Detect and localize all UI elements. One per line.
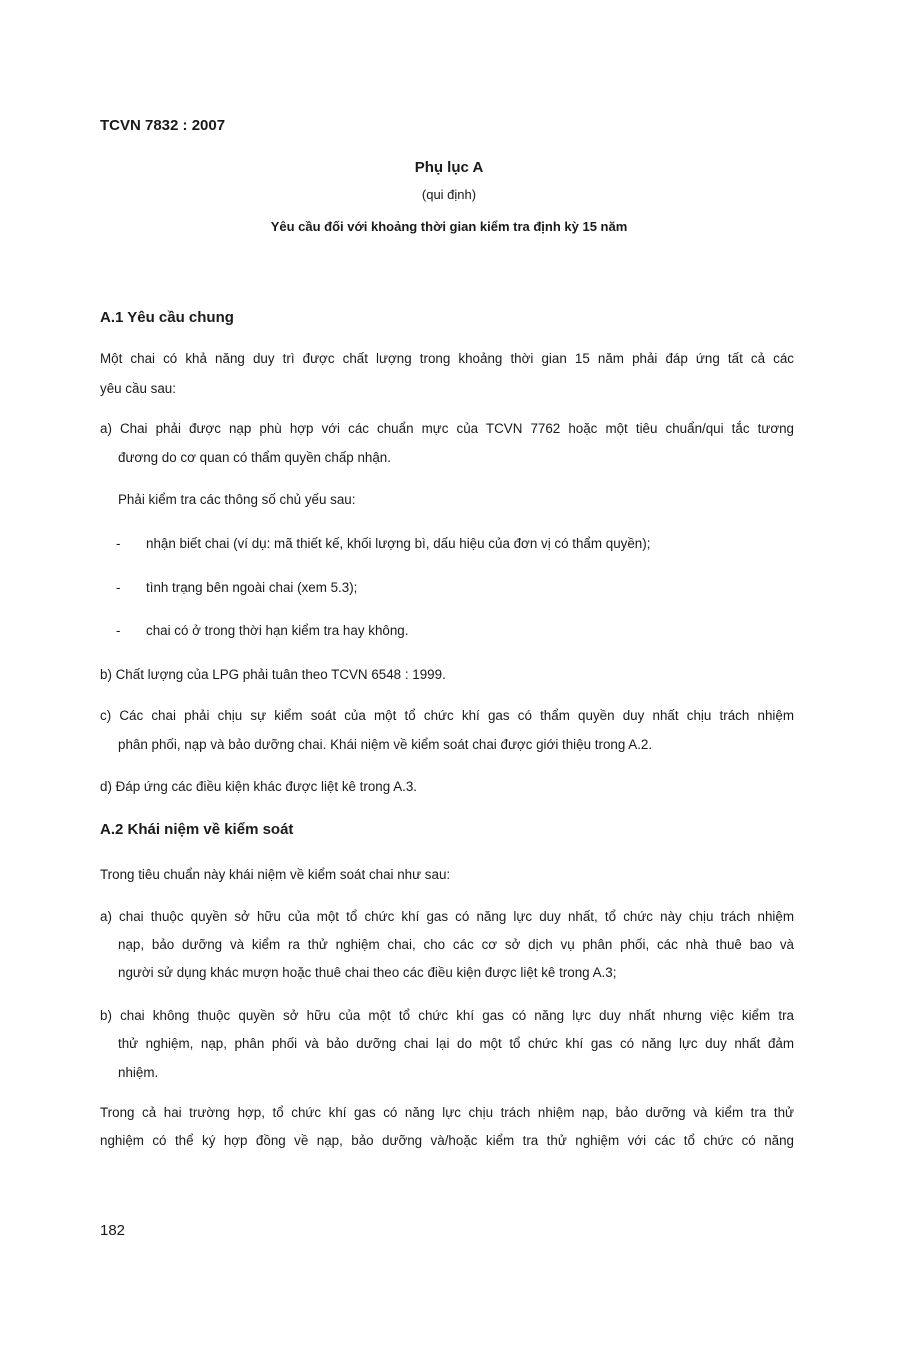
a2-closing-line2: nghiệm có thể ký hợp đồng về nạp, bảo dưỡng và/hoặc kiểm tra thử nghiệm với các tổ chức có năng: [100, 1133, 794, 1148]
annex-subject: Yêu cầu đối với khoảng thời gian kiểm tra định kỳ 15 năm: [270, 219, 628, 234]
standard-code-header: TCVN 7832 : 2007: [100, 117, 226, 134]
a1-bullet-3: chai có ở trong thời hạn kiểm tra hay không.: [146, 623, 409, 638]
page-number: 182: [100, 1222, 126, 1239]
a1-item-c-line2: phân phối, nạp và bảo dưỡng chai. Khái niệm về kiểm soát chai được giới thiệu trong A.2.: [118, 737, 653, 752]
bullet-dash: -: [116, 623, 121, 638]
a1-item-a-line2: đương do cơ quan có thẩm quyền chấp nhận.: [118, 450, 391, 465]
a2-item-b-line3: nhiệm.: [118, 1065, 159, 1080]
a2-item-a-line1: a) chai thuộc quyền sở hữu của một tổ chức khí gas có năng lực duy nhất, tổ chức này chịu trách nhiệm: [100, 909, 794, 924]
a1-item-b: b) Chất lượng của LPG phải tuân theo TCVN 6548 : 1999.: [100, 667, 446, 682]
bullet-dash: -: [116, 580, 121, 595]
a2-item-a-line2: nạp, bảo dưỡng và kiểm ra thử nghiệm chai, cho các cơ sở dịch vụ phân phối, các nhà thuê bao và: [118, 937, 794, 952]
a1-item-c-line1: c) Các chai phải chịu sự kiểm soát của một tổ chức khí gas có thẩm quyền duy nhất chịu trách nhiệm: [100, 708, 794, 723]
a1-bullet-2: tình trạng bên ngoài chai (xem 5.3);: [146, 580, 358, 595]
a1-intro-line1: Một chai có khả năng duy trì được chất lượng trong khoảng thời gian 15 năm phải đáp ứng tất cả các: [100, 351, 794, 366]
a2-closing-line1: Trong cả hai trường hợp, tổ chức khí gas có năng lực chịu trách nhiệm nạp, bảo dưỡng và kiểm tra thử: [100, 1105, 794, 1120]
a2-item-b-line2: thử nghiệm, nạp, phân phối và bảo dưỡng chai lại do một tổ chức khí gas có năng lực duy nhất đảm: [118, 1036, 794, 1051]
a1-bullet-1: nhận biết chai (ví dụ: mã thiết kế, khối lượng bì, dấu hiệu của đơn vị có thẩm quyền);: [146, 536, 651, 551]
a1-item-d: d) Đáp ứng các điều kiện khác được liệt kê trong A.3.: [100, 779, 418, 794]
section-a2-heading: A.2 Khái niệm về kiểm soát: [100, 821, 294, 838]
section-a1-heading: A.1 Yêu cầu chung: [100, 309, 234, 326]
a2-item-a-line3: người sử dụng khác mượn hoặc thuê chai theo các điều kiện được liệt kê trong A.3;: [118, 965, 617, 980]
bullet-dash: -: [116, 536, 121, 551]
annex-type: (qui định): [421, 187, 477, 202]
a2-intro: Trong tiêu chuẩn này khái niệm về kiểm soát chai như sau:: [100, 867, 451, 882]
a1-intro-line2: yêu cầu sau:: [100, 381, 176, 396]
a2-item-b-line1: b) chai không thuộc quyền sở hữu của một tổ chức khí gas có năng lực duy nhất nhưng việc kiểm tra: [100, 1008, 794, 1023]
a1-item-a-line1: a) Chai phải được nạp phù hợp với các chuẩn mực của TCVN 7762 hoặc một tiêu chuẩn/qui tắc tương: [100, 421, 794, 436]
annex-title: Phụ lục A: [414, 159, 484, 176]
a1-check-intro: Phải kiểm tra các thông số chủ yếu sau:: [118, 492, 356, 507]
